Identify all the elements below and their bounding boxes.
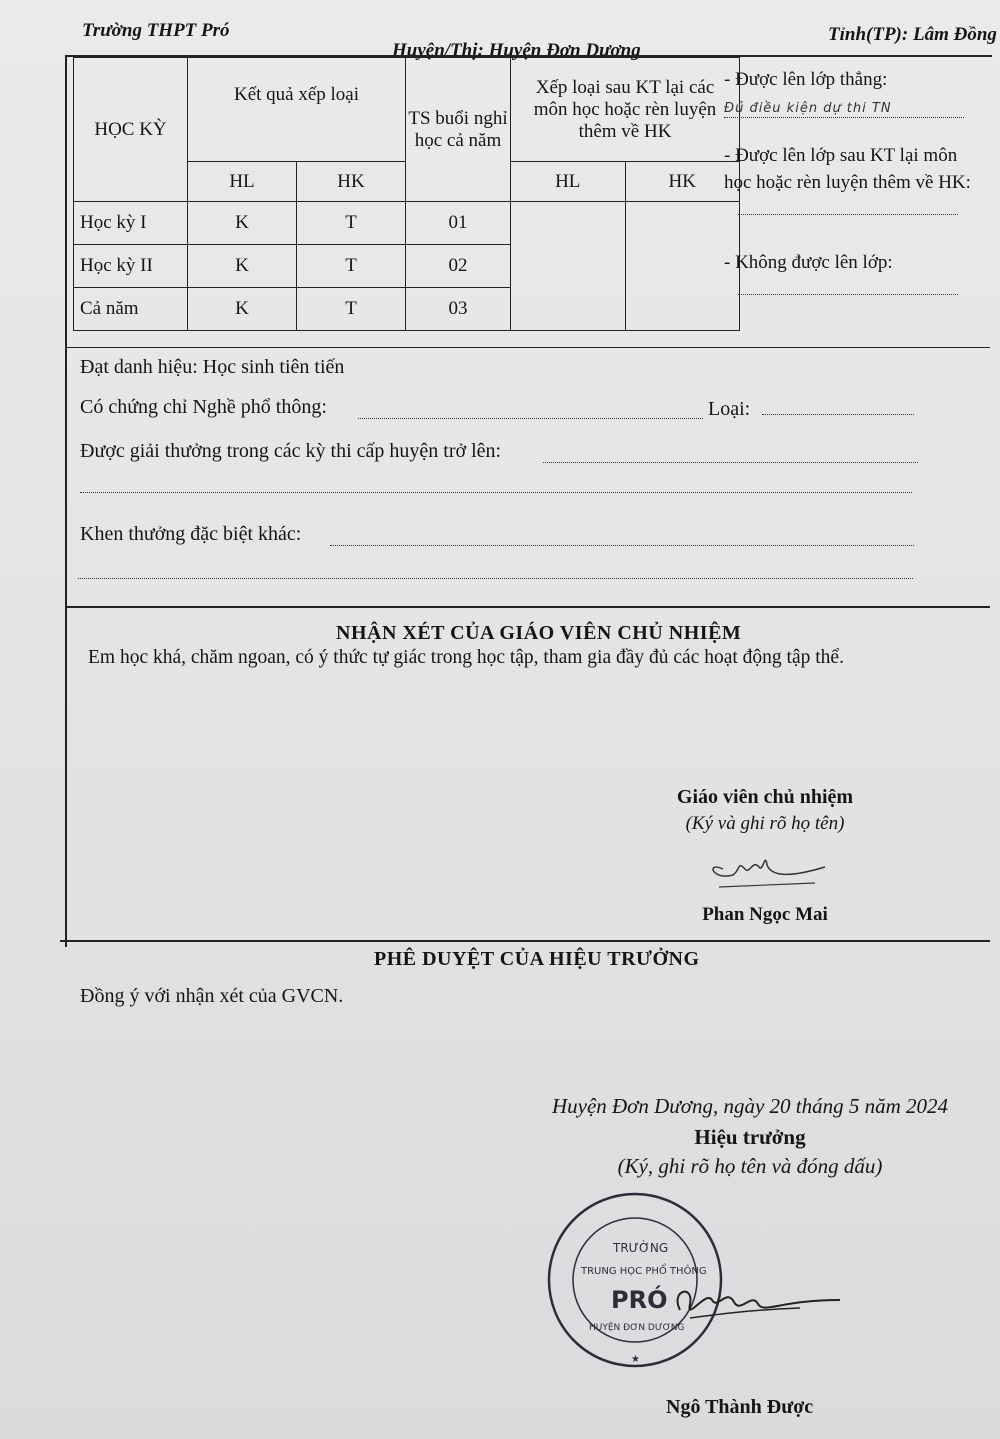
straight-label: - Được lên lớp thẳng: — [724, 69, 888, 90]
principal-role: Hiệu trưởng — [694, 1125, 806, 1149]
teacher-signature-block — [650, 786, 880, 926]
special-line — [330, 545, 914, 546]
teacher-comment: Em học khá, chăm ngoan, có ý thức tự giác trong học tập, tham gia đầy đủ các hoạt động tập thể. — [88, 647, 844, 668]
absent-value: 03 — [406, 288, 511, 331]
retest-hk-cell — [625, 202, 740, 331]
teacher-name: Phan Ngọc Mai — [702, 904, 828, 925]
svg-text:★: ★ — [631, 1354, 640, 1365]
principal-comment: Đồng ý với nhận xét của GVCN. — [80, 985, 344, 1007]
school-name: Trường THPT Pró — [82, 20, 230, 41]
grades-table — [73, 57, 740, 331]
retest-hl-cell — [511, 202, 626, 331]
term-label: Học kỳ I — [74, 202, 188, 245]
divider — [65, 606, 990, 608]
place-date: Huyện Đơn Dương, ngày 20 tháng 5 năm 2024 — [551, 1094, 949, 1118]
retest-hk-header: HK — [625, 162, 740, 202]
hl-value: K — [188, 288, 297, 331]
col-absent-header: TS buổi nghỉ học cả năm — [406, 58, 511, 202]
hl-value: K — [188, 245, 297, 288]
hl-value: K — [188, 202, 297, 245]
svg-text:PRÓ: PRÓ — [611, 1286, 668, 1314]
principal-name: Ngô Thành Được — [666, 1396, 814, 1418]
not-promoted-label: - Không được lên lớp: — [724, 252, 893, 273]
absent-value: 01 — [406, 202, 511, 245]
award-title: Đạt danh hiệu: Học sinh tiên tiến — [80, 356, 345, 378]
type-line — [762, 414, 914, 415]
principal-instruction: (Ký, ghi rõ họ tên và đóng dấu) — [617, 1154, 883, 1178]
col-result-header: Kết quả xếp loại — [188, 58, 406, 162]
special-label: Khen thưởng đặc biệt khác: — [80, 523, 302, 545]
principal-signature — [660, 1270, 850, 1340]
vocational-label: Có chứng chỉ Nghề phổ thông: — [80, 396, 327, 418]
hk-value: T — [297, 202, 406, 245]
sub-hk-header: HK — [297, 162, 406, 202]
district-prize-label: Được giải thưởng trong các kỳ thi cấp huyện trở lên: — [80, 440, 502, 462]
special-line-2 — [78, 578, 913, 579]
province-name: Tỉnh(TP): Lâm Đồng — [828, 24, 997, 45]
after-retest-label: - Được lên lớp sau KT lại môn học hoặc rèn luyện thêm về HK: — [724, 145, 971, 193]
not-promoted-line — [738, 280, 958, 295]
teacher-instruction: (Ký và ghi rõ họ tên) — [685, 813, 845, 834]
svg-text:TRUNG HỌC PHỔ THÔNG: TRUNG HỌC PHỔ THÔNG — [581, 1266, 707, 1277]
principal-signature-block — [530, 1094, 970, 1179]
promotion-panel — [724, 66, 986, 303]
teacher-role: Giáo viên chủ nhiệm — [676, 786, 854, 808]
hk-value: T — [297, 288, 406, 331]
principal-section-title: PHÊ DUYỆT CỦA HIỆU TRƯỞNG — [374, 948, 700, 970]
term-label: Học kỳ II — [74, 245, 188, 288]
divider — [67, 347, 990, 348]
after-retest-line — [738, 200, 958, 215]
hk-value: T — [297, 245, 406, 288]
svg-text:HUYỆN ĐƠN DƯƠNG: HUYỆN ĐƠN DƯƠNG — [589, 1323, 685, 1333]
absent-value: 02 — [406, 245, 511, 288]
straight-value: Đủ điều kiện dự thi TN — [724, 101, 892, 116]
retest-hl-header: HL — [511, 162, 626, 202]
term-label: Cả năm — [74, 288, 188, 331]
table-row — [74, 202, 740, 245]
divider — [60, 940, 990, 942]
teacher-section-title: NHẬN XÉT CỦA GIÁO VIÊN CHỦ NHIỆM — [336, 622, 742, 644]
district-prize-line — [543, 462, 918, 463]
col-retest-header: Xếp loại sau KT lại các môn học hoặc rèn luyện thêm về HK — [511, 58, 740, 162]
teacher-signature — [675, 839, 855, 899]
svg-text:TRƯỜNG: TRƯỜNG — [613, 1241, 669, 1255]
district-name: Huyện/Thị: Huyện Đơn Dương — [392, 40, 641, 61]
vocational-line — [358, 418, 703, 419]
sub-hl-header: HL — [188, 162, 297, 202]
district-prize-line-2 — [80, 492, 912, 493]
col-term-header: HỌC KỲ — [74, 58, 188, 202]
straight-value-line — [724, 93, 964, 118]
type-label: Loại: — [708, 398, 751, 420]
